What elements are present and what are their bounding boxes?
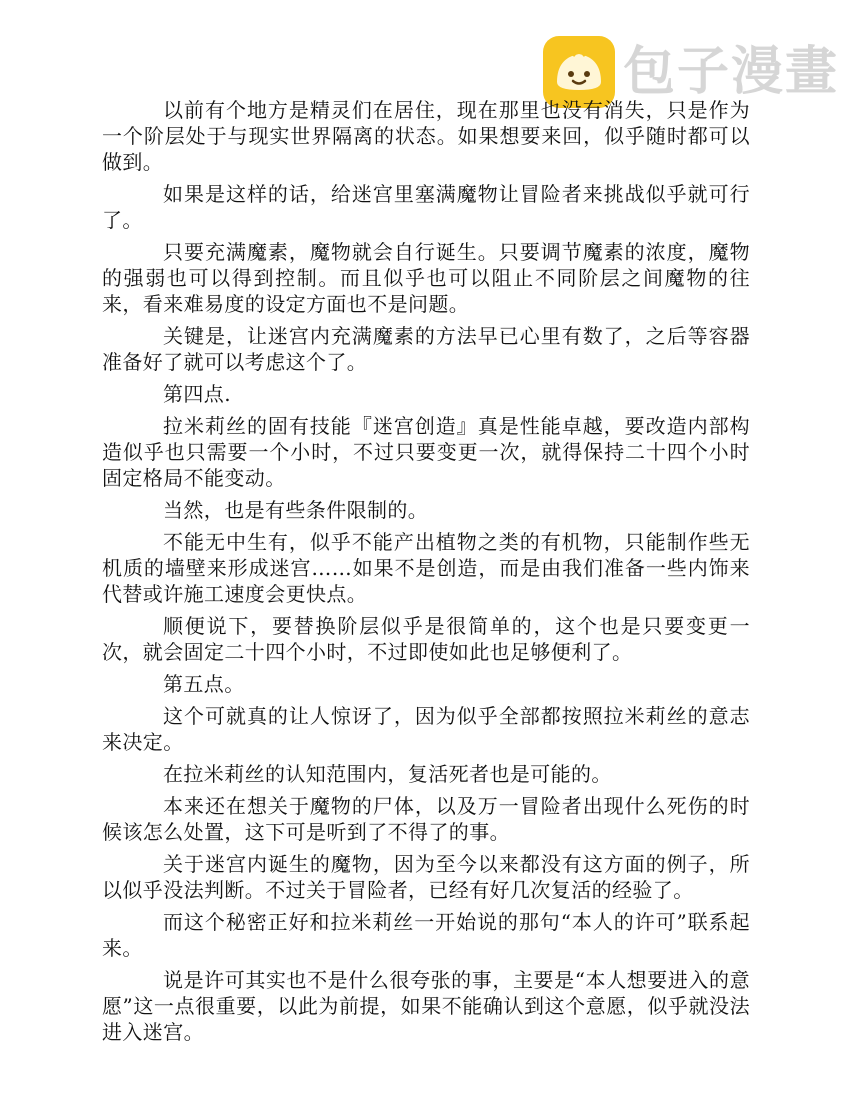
paragraph-7: 不能无中生有，似乎不能产出植物之类的有机物，只能制作些无机质的墙壁来形成迷宫……如果不是创造，而是由我们准备一些内饰来代替或许施工速度会更快点。	[102, 530, 750, 606]
document-body	[102, 97, 750, 1051]
paragraph-14: 说是许可其实也不是什么很夸张的事，主要是“本人想要进入的意愿”这一点很重要，以此为前提，如果不能确认到这个意愿，似乎就没法进入迷宫。	[102, 968, 750, 1044]
paragraph-12: 关于迷宫内诞生的魔物，因为至今以来都没有这方面的例子，所以似乎没法判断。不过关于冒险者，已经有好几次复活的经验了。	[102, 852, 750, 902]
paragraph-2: 如果是这样的话，给迷宫里塞满魔物让冒险者来挑战似乎就可行了。	[102, 182, 750, 232]
section-heading-5: 第五点。	[163, 672, 245, 696]
paragraph-11: 本来还在想关于魔物的尸体，以及万一冒险者出现什么死伤的时候该怎么处置，这下可是听到了不得了的事。	[102, 794, 750, 844]
section-heading-4: 第四点.	[163, 382, 231, 406]
paragraph-10: 在拉米莉丝的认知范围内，复活死者也是可能的。	[163, 762, 612, 786]
paragraph-8: 顺便说下，要替换阶层似乎是很简单的，这个也是只要变更一次，就会固定二十四个小时，不过即使如此也足够便利了。	[102, 614, 750, 664]
paragraph-3: 只要充满魔素，魔物就会自行诞生。只要调节魔素的浓度，魔物的强弱也可以得到控制。而且似乎也可以阻止不同阶层之间魔物的往来，看来难易度的设定方面也不是问题。	[102, 240, 750, 316]
watermark-text: 包子漫畫	[623, 42, 840, 102]
paragraph-1: 以前有个地方是精灵们在居住，现在那里也没有消失，只是作为一个阶层处于与现实世界隔离的状态。如果想要来回，似乎随时都可以做到。	[102, 98, 750, 174]
paragraph-5: 拉米莉丝的固有技能『迷宫创造』真是性能卓越，要改造内部构造似乎也只需要一个小时，不过只要变更一次，就得保持二十四个小时固定格局不能变动。	[102, 414, 750, 490]
paragraph-13: 而这个秘密正好和拉米莉丝一开始说的那句“本人的许可”联系起来。	[102, 910, 750, 960]
paragraph-6: 当然，也是有些条件限制的。	[163, 498, 429, 522]
paragraph-9: 这个可就真的让人惊讶了，因为似乎全部都按照拉米莉丝的意志来决定。	[102, 704, 750, 754]
paragraph-4: 关键是，让迷宫内充满魔素的方法早已心里有数了，之后等容器准备好了就可以考虑这个了。	[102, 324, 750, 374]
